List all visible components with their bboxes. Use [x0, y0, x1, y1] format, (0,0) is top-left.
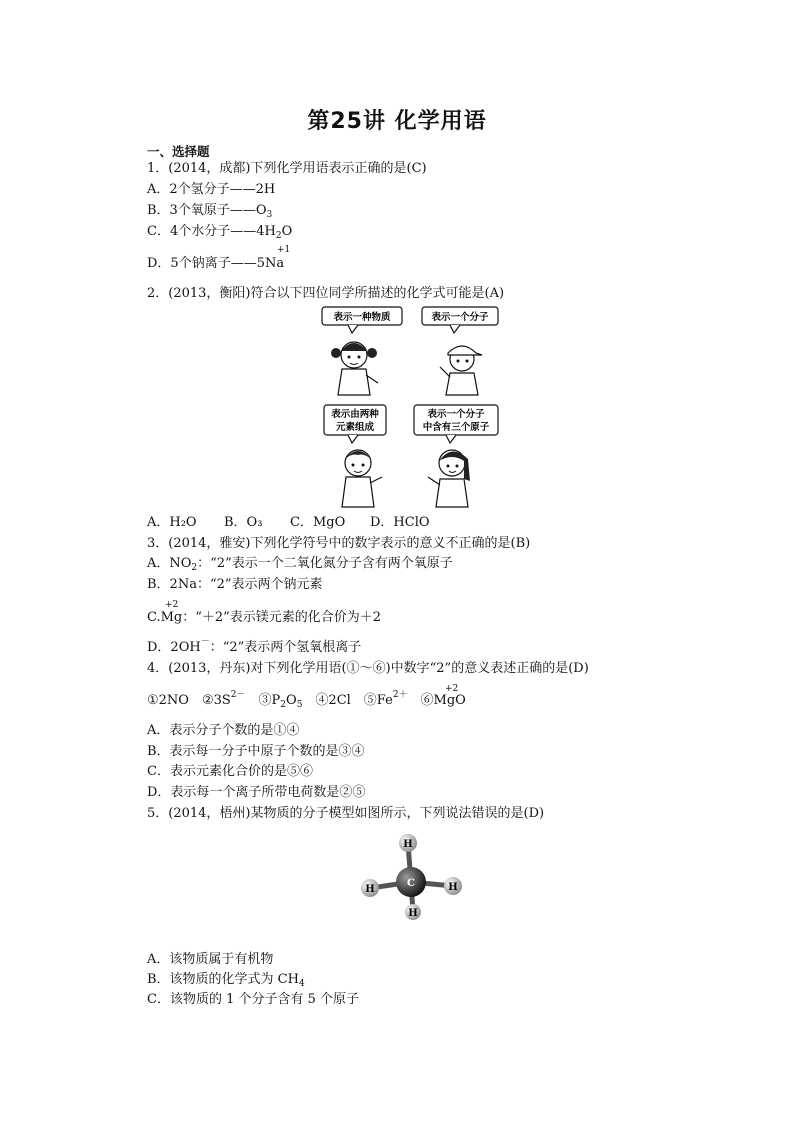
atom-label-h-bottom: H	[408, 908, 418, 919]
q5-option-c: C．该物质的 1 个分子含有 5 个原子	[147, 992, 360, 1007]
bubble-4-line-2: 中含有三个原子	[422, 422, 490, 433]
q4-items: ①2NO $②3S^{2-}$ $③P_2O_5$ ④2Cl $⑤Fe^{2+}$ ⑥MgO	[147, 690, 466, 710]
q2-option-a: A．H₂O	[147, 515, 197, 530]
atom-label-h-top: H	[403, 839, 413, 850]
q3-c-valence: +2	[165, 600, 179, 610]
bubble-3-line-2: 元素组成	[335, 422, 375, 433]
q4-option-c: C．表示元素化合价的是⑤⑥	[147, 764, 313, 779]
q3-option-d: D．2OH－：“2”表示两个氢氧根离子	[147, 637, 362, 655]
students-figure	[318, 303, 506, 511]
q2-stem: 2．(2013，衡阳)符合以下四位同学所描述的化学式可能是(A)	[147, 286, 505, 301]
q2-option-c: C．MgO	[290, 515, 346, 530]
q1-option-d: D．5个钠离子——5Na	[147, 256, 285, 271]
q2-option-d: D．HClO	[370, 515, 430, 530]
q4-stem: 4．(2013，丹东)对下列化学用语(①～⑥)中数字“2”的意义表述正确的是(D)	[147, 661, 589, 676]
q4-valence-mark: +2	[445, 684, 459, 694]
q1-option-a: A．2个氢分子——2H	[147, 182, 276, 197]
page-title: 第25讲 化学用语	[307, 109, 487, 134]
atom-label-c: C	[407, 878, 415, 889]
q5-stem: 5．(2014，梧州)某物质的分子模型如图所示，下列说法错误的是(D)	[147, 806, 545, 821]
speech-bubble-3	[324, 405, 386, 443]
bubble-2-text: 表示一个分子	[431, 312, 489, 323]
speech-bubble-4	[414, 405, 498, 443]
boy-1-icon	[440, 346, 482, 395]
speech-bubble-2	[422, 307, 498, 333]
bubble-3-line-1: 表示由两种	[331, 409, 379, 420]
q1-d-valence: +1	[277, 245, 291, 255]
atom-label-h-right: H	[448, 882, 458, 893]
girl-1-icon	[331, 342, 378, 395]
speech-bubble-1	[322, 307, 402, 333]
q3-option-c: C.Mg：“＋2”表示镁元素的化合价为＋2	[147, 610, 382, 625]
q5-option-a: A．该物质属于有机物	[147, 952, 274, 967]
q1-option-b: B．3个氧原子$——O_3$	[147, 203, 273, 220]
girl-2-icon	[428, 450, 470, 507]
q3-option-a: A．$NO_2$：“2”表示一个二氧化氮分子含有两个氧原子	[147, 556, 453, 573]
q4-option-d: D．表示每一个离子所带电荷数是②⑤	[147, 785, 366, 800]
q1-option-c: C．4个水分子$——4H_2O$	[147, 224, 293, 241]
atom-label-h-left: H	[365, 884, 375, 895]
q1-stem: 1．(2014，成都)下列化学用语表示正确的是(C)	[147, 161, 427, 176]
section-heading: 一、选择题	[147, 144, 210, 159]
q3-option-b: B．2Na：“2”表示两个钠元素	[147, 577, 323, 592]
q4-option-a: A．表示分子个数的是①④	[147, 723, 300, 738]
q4-option-b: B．表示每一分子中原子个数的是③④	[147, 744, 365, 759]
bubble-4-line-1: 表示一个分子	[427, 409, 485, 420]
q2-option-b: B．O₃	[224, 515, 263, 530]
bubble-1-text: 表示一种物质	[333, 312, 391, 323]
q3-stem: 3．(2014，雅安)下列化学符号中的数字表示的意义不正确的是(B)	[147, 536, 531, 551]
methane-model-figure	[355, 830, 467, 926]
q5-option-b: B．该物质的化学式为 $CH_4$	[147, 972, 305, 989]
boy-2-icon	[342, 450, 382, 507]
